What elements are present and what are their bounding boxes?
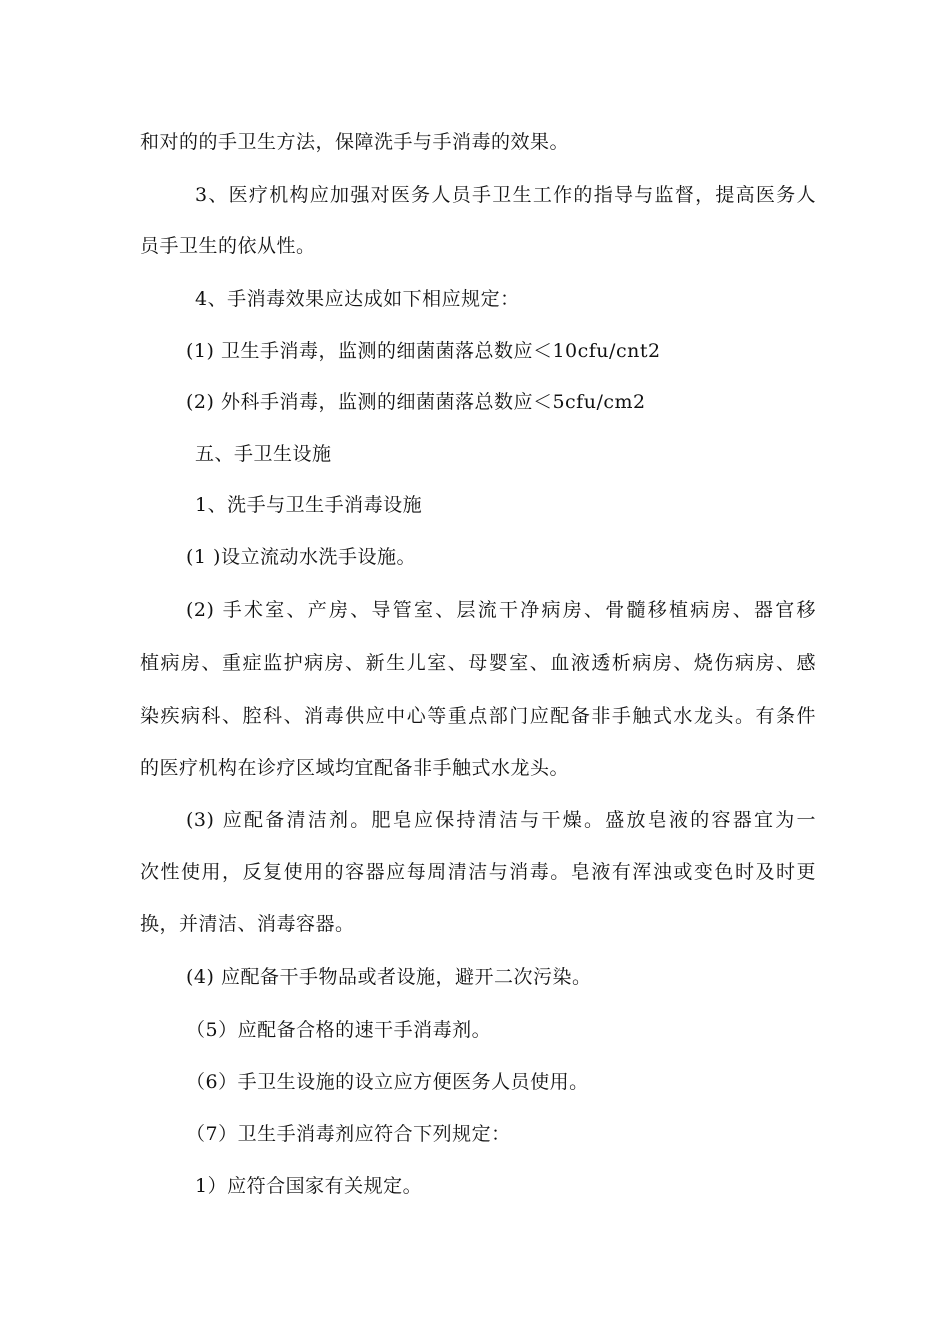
list-item: (3) 应配备清洁剂。肥皂应保持清洁与干燥。盛放皂液的容器宜为一 [186, 809, 816, 831]
list-item: (2) 外科手消毒，监测的细菌菌落总数应＜5cfu/cm2 [186, 391, 646, 413]
list-item: (1 )设立流动水洗手设施。 [186, 546, 416, 568]
subsection-heading: 1、洗手与卫生手消毒设施 [195, 494, 423, 516]
list-item: （6）手卫生设施的设立应方便医务人员使用。 [186, 1071, 589, 1093]
paragraph-line: 3、医疗机构应加强对医务人员手卫生工作的指导与监督，提高医务人 [195, 184, 816, 206]
paragraph-line: 的医疗机构在诊疗区域均宜配备非手触式水龙头。 [140, 757, 570, 779]
paragraph-line: 换，并清洁、消毒容器。 [140, 913, 355, 935]
paragraph-line: 员手卫生的依从性。 [140, 235, 316, 257]
list-item: (4) 应配备干手物品或者设施，避开二次污染。 [186, 966, 592, 988]
paragraph-line: 次性使用，反复使用的容器应每周清洁与消毒。皂液有浑浊或变色时及时更 [140, 861, 816, 883]
list-item: (2) 手术室、产房、导管室、层流干净病房、骨髓移植病房、器官移 [186, 599, 816, 621]
list-item: (1) 卫生手消毒，监测的细菌菌落总数应＜10cfu/cnt2 [186, 340, 661, 362]
list-item: 1）应符合国家有关规定。 [195, 1175, 423, 1197]
paragraph-line: 染疾病科、腔科、消毒供应中心等重点部门应配备非手触式水龙头。有条件 [140, 705, 816, 727]
paragraph-line: 植病房、重症监护病房、新生儿室、母婴室、血液透析病房、烧伤病房、感 [140, 652, 816, 674]
paragraph-line: 和对的的手卫生方法，保障洗手与手消毒的效果。 [140, 131, 570, 153]
paragraph-line: 4、手消毒效果应达成如下相应规定： [195, 288, 520, 310]
list-item: （5）应配备合格的速干手消毒剂。 [186, 1019, 492, 1041]
section-heading: 五、手卫生设施 [195, 443, 332, 465]
list-item: （7）卫生手消毒剂应符合下列规定： [186, 1123, 511, 1145]
